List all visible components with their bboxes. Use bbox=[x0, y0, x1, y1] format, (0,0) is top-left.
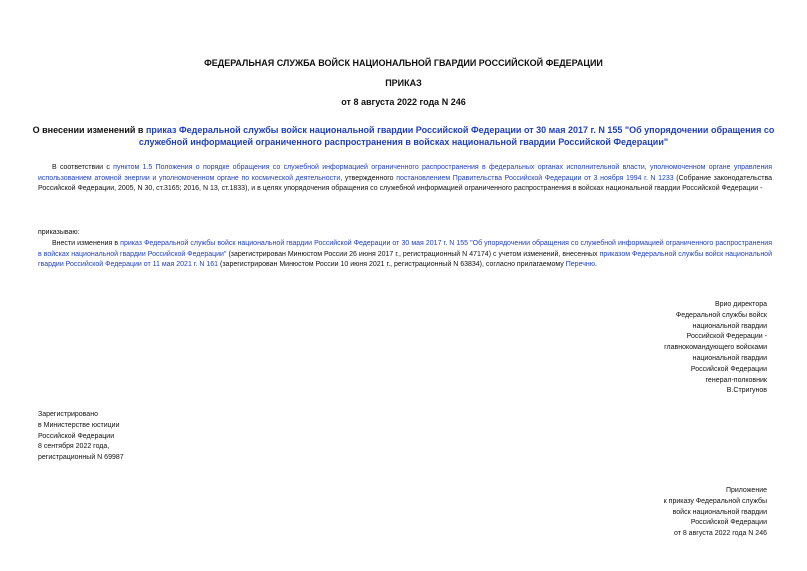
registration-line: Зарегистрировано bbox=[38, 411, 98, 418]
appendix-block bbox=[567, 486, 767, 540]
registration-line: 8 сентября 2022 года, bbox=[38, 443, 110, 451]
signature-line: генерал-полковник bbox=[705, 376, 767, 384]
appendix-line: войск национальной гвардии bbox=[672, 508, 767, 516]
registration-block bbox=[38, 410, 124, 464]
registration-line: Российской Федерации bbox=[38, 432, 115, 440]
regulation-clause-link[interactable]: пунктом 1.5 Положения о порядке обращения со служебной информацией ограниченного распространения в федеральных органах исполнительной власти, уполномоченном органе управления использованием атомной энергии и уполномоченном органе по космической деятельности bbox=[38, 164, 773, 182]
amendment-text-3: (зарегистрирован Минюстом России 10 июня 2021 г., регистрационный N 63834), согласно прилагаемому bbox=[218, 261, 566, 268]
appendix-line: Приложение bbox=[725, 487, 767, 494]
preamble-text-1: В соответствии с bbox=[52, 164, 114, 171]
document-date: от 8 августа 2022 года N 246 bbox=[341, 97, 466, 107]
preamble-text-2: , утвержденного bbox=[340, 174, 397, 182]
title-prefix: О внесении изменений в bbox=[32, 125, 146, 135]
appendix-line: Российской Федерации bbox=[690, 519, 767, 527]
amendment-text-2: (зарегистрирован Минюстом России 26 июня 2017 г., регистрационный N 47174) с учетом изменений, внесенных bbox=[226, 250, 600, 258]
document-type: ПРИКАЗ bbox=[385, 78, 422, 88]
title-order-link[interactable]: приказ Федеральной службы войск национальной гвардии Российской Федерации от 30 мая 2017 г. N 155 "Об упорядочении обращения со служебной информацией ограниченного распространения в войсках национальной гвардии Российской Федерации" bbox=[138, 125, 775, 147]
appendix-line: к приказу Федеральной службы bbox=[663, 497, 767, 505]
amended-order-link[interactable]: приказ Федеральной службы войск национальной гвардии Российской Федерации от 30 мая 2017 г. N 155 "Об упорядочении обращения со служебной информацией ограниченного распространения в войсках национальной гвардии Российской Федерации" bbox=[38, 240, 773, 258]
amendment-paragraph bbox=[38, 239, 772, 271]
document-title bbox=[20, 124, 787, 148]
signature-line: национальной гвардии bbox=[692, 354, 767, 362]
appendix-line: от 8 августа 2022 года N 246 bbox=[673, 530, 767, 538]
registration-line: регистрационный N 69987 bbox=[38, 454, 124, 462]
signature-line: национальной гвардии bbox=[692, 322, 767, 330]
signer-name: В.Стригунов bbox=[726, 387, 767, 395]
preamble-text-3: (Собрание законодательства Российской Федерации, 2005, N 30, ст.3165; 2016, N 13, ст.1833), и в целях упорядочения обращения со служебной информацией ограниченного распространения в войсках национальной гвардии Российской Федерации - bbox=[38, 174, 772, 192]
list-link[interactable]: Перечню bbox=[565, 261, 595, 268]
signature-line: Федеральной службы войск bbox=[675, 311, 767, 319]
signature-line: Врио директора bbox=[714, 301, 767, 308]
registration-line: в Министерстве юстиции bbox=[38, 421, 120, 429]
amendment-text-1: Внести изменения в bbox=[52, 240, 121, 247]
signature-line: Российской Федерации bbox=[690, 365, 767, 373]
amendment-text-4: . bbox=[595, 261, 597, 268]
signature-line: главнокомандующего войсками bbox=[664, 344, 767, 352]
signature-block bbox=[567, 300, 767, 397]
ordering-word: приказываю: bbox=[38, 229, 80, 236]
agency-header: ФЕДЕРАЛЬНАЯ СЛУЖБА ВОЙСК НАЦИОНАЛЬНОЙ ГВАРДИИ РОССИЙСКОЙ ФЕДЕРАЦИИ bbox=[204, 58, 603, 68]
amending-order-link[interactable]: приказом Федеральной службы войск национальной гвардии Российской Федерации от 11 мая 2021 г. N 161 bbox=[38, 250, 772, 268]
government-resolution-link[interactable]: постановлением Правительства Российской Федерации от 3 ноября 1994 г. N 1233 bbox=[396, 174, 674, 182]
signature-line: Российской Федерации - bbox=[686, 333, 767, 341]
preamble-paragraph bbox=[38, 163, 772, 195]
